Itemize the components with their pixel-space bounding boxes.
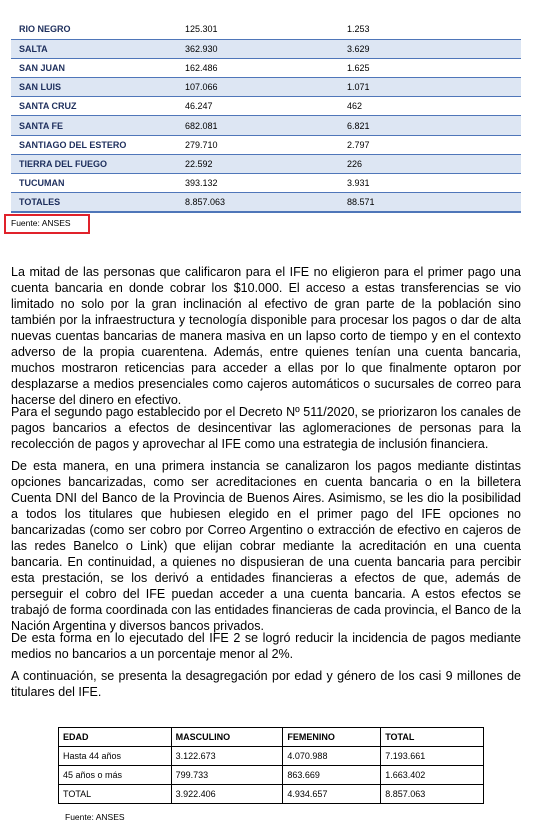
province-cell: SALTA [11,39,181,58]
table-cell: 4.934.657 [283,785,381,804]
table-row [11,78,521,97]
table-cell: TOTAL [59,785,172,804]
table-cell: 1.663.402 [381,766,484,785]
value-cell: 682.081 [181,116,343,135]
paragraph: De esta forma en lo ejecutado del IFE 2 se logró reducir la incidencia de pagos mediante medios no bancarios a un porcentaje menor al 2%. [11,631,521,661]
paragraph: De esta manera, en una primera instancia se canalizaron los pagos mediante distintas opciones bancarizadas, como ser acreditaciones en cuenta bancaria o en la billetera Cuenta DNI del Banco de la Provincia de Buenos Aires. Asimismo, se les dio la posibilidad a todos los titulares que hubiesen elegido en el primer pago del IFE opciones no bancarizadas (como ser cobro por Correo Argentino o extracción de efectivo en cajeros de las redes Banelco o Link) que elijan cobrar mediante la acreditación en una cuenta bancaria. En continuidad, a quienes no dispusieran de una cuenta bancaria para percibir esta prestación, se los derivó a entidades financieras a efectos de que, además de perseguir el cobro del IFE puedan acceder a una cuenta bancaria. A estos efectos se trabajó de forma coordinada con las entidades financieras de cada provincia, el Banco de la Nación Argentina y diversos bancos privados. [11,459,521,633]
value-cell: 2.797 [343,135,521,154]
value-cell: 3.629 [343,39,521,58]
table-row [59,785,484,804]
value-cell: 1.253 [343,20,521,39]
paragraph: La mitad de las personas que calificaron para el IFE no eligieron para el primer pago una cuenta bancaria en donde cobrar los $10.000. El acceso a estas transferencias se vio limitado no solo por la gran inclinación al efectivo de gran parte de la población sino también por la infraestructura y tecnología disponible para procesar los pagos o dar de alta nuevas cuentas bancarias de manera masiva en un lapso corto de tiempo y en el contexto adverso de la propia cuarentena. Además, entre quienes tenían una cuenta bancaria, muchos mostraron reticencias para acceder a ellas por lo que finalmente optaron por desplazarse a medios presenciales como cajeros automáticos o sucursales de correo para hacerse del dinero en efectivo. [11,265,521,407]
value-cell: 125.301 [181,20,343,39]
province-cell: TIERRA DEL FUEGO [11,154,181,173]
table-row [11,116,521,135]
table-row [59,747,484,766]
table-cell: 8.857.063 [381,785,484,804]
column-header: MASCULINO [171,728,283,747]
table-source: Fuente: ANSES [11,218,71,228]
table-row [11,174,521,193]
age-gender-table [58,727,484,804]
total-label: TOTALES [11,193,181,212]
value-cell: 279.710 [181,135,343,154]
column-header: FEMENINO [283,728,381,747]
table-row [59,766,484,785]
value-cell: 226 [343,154,521,173]
table-row [11,39,521,58]
table-header-row [59,728,484,747]
total-value: 88.571 [343,193,521,212]
value-cell: 3.931 [343,174,521,193]
province-table [11,20,521,213]
value-cell: 462 [343,97,521,116]
table-cell: 4.070.988 [283,747,381,766]
province-cell: SANTA CRUZ [11,97,181,116]
paragraph: A continuación, se presenta la desagregación por edad y género de los casi 9 millones de titulares del IFE. [11,669,521,699]
value-cell: 22.592 [181,154,343,173]
value-cell: 1.625 [343,58,521,77]
value-cell: 162.486 [181,58,343,77]
value-cell: 362.930 [181,39,343,58]
column-header: EDAD [59,728,172,747]
table-cell: 45 años o más [59,766,172,785]
value-cell: 1.071 [343,78,521,97]
province-cell: TUCUMAN [11,174,181,193]
table-row [11,135,521,154]
total-row [11,193,521,212]
table-cell: 3.122.673 [171,747,283,766]
table-cell: 7.193.661 [381,747,484,766]
province-cell: SANTA FE [11,116,181,135]
table-cell: 3.922.406 [171,785,283,804]
province-cell: RIO NEGRO [11,20,181,39]
value-cell: 46.247 [181,97,343,116]
value-cell: 107.066 [181,78,343,97]
table-cell: 799.733 [171,766,283,785]
province-cell: SANTIAGO DEL ESTERO [11,135,181,154]
province-cell: SAN LUIS [11,78,181,97]
table-row [11,20,521,39]
value-cell: 393.132 [181,174,343,193]
column-header: TOTAL [381,728,484,747]
table-row [11,154,521,173]
total-value: 8.857.063 [181,193,343,212]
province-cell: SAN JUAN [11,58,181,77]
value-cell: 6.821 [343,116,521,135]
table-cell: 863.669 [283,766,381,785]
paragraph: Para el segundo pago establecido por el Decreto Nº 511/2020, se priorizaron los canales de pagos bancarios a efectos de desincentivar las aglomeraciones de personas para la recolección de pagos y aprovechar al IFE como una estrategia de inclusión financiera. [11,405,521,451]
table-row [11,97,521,116]
table-row [11,58,521,77]
table-cell: Hasta 44 años [59,747,172,766]
table-source: Fuente: ANSES [65,812,125,822]
